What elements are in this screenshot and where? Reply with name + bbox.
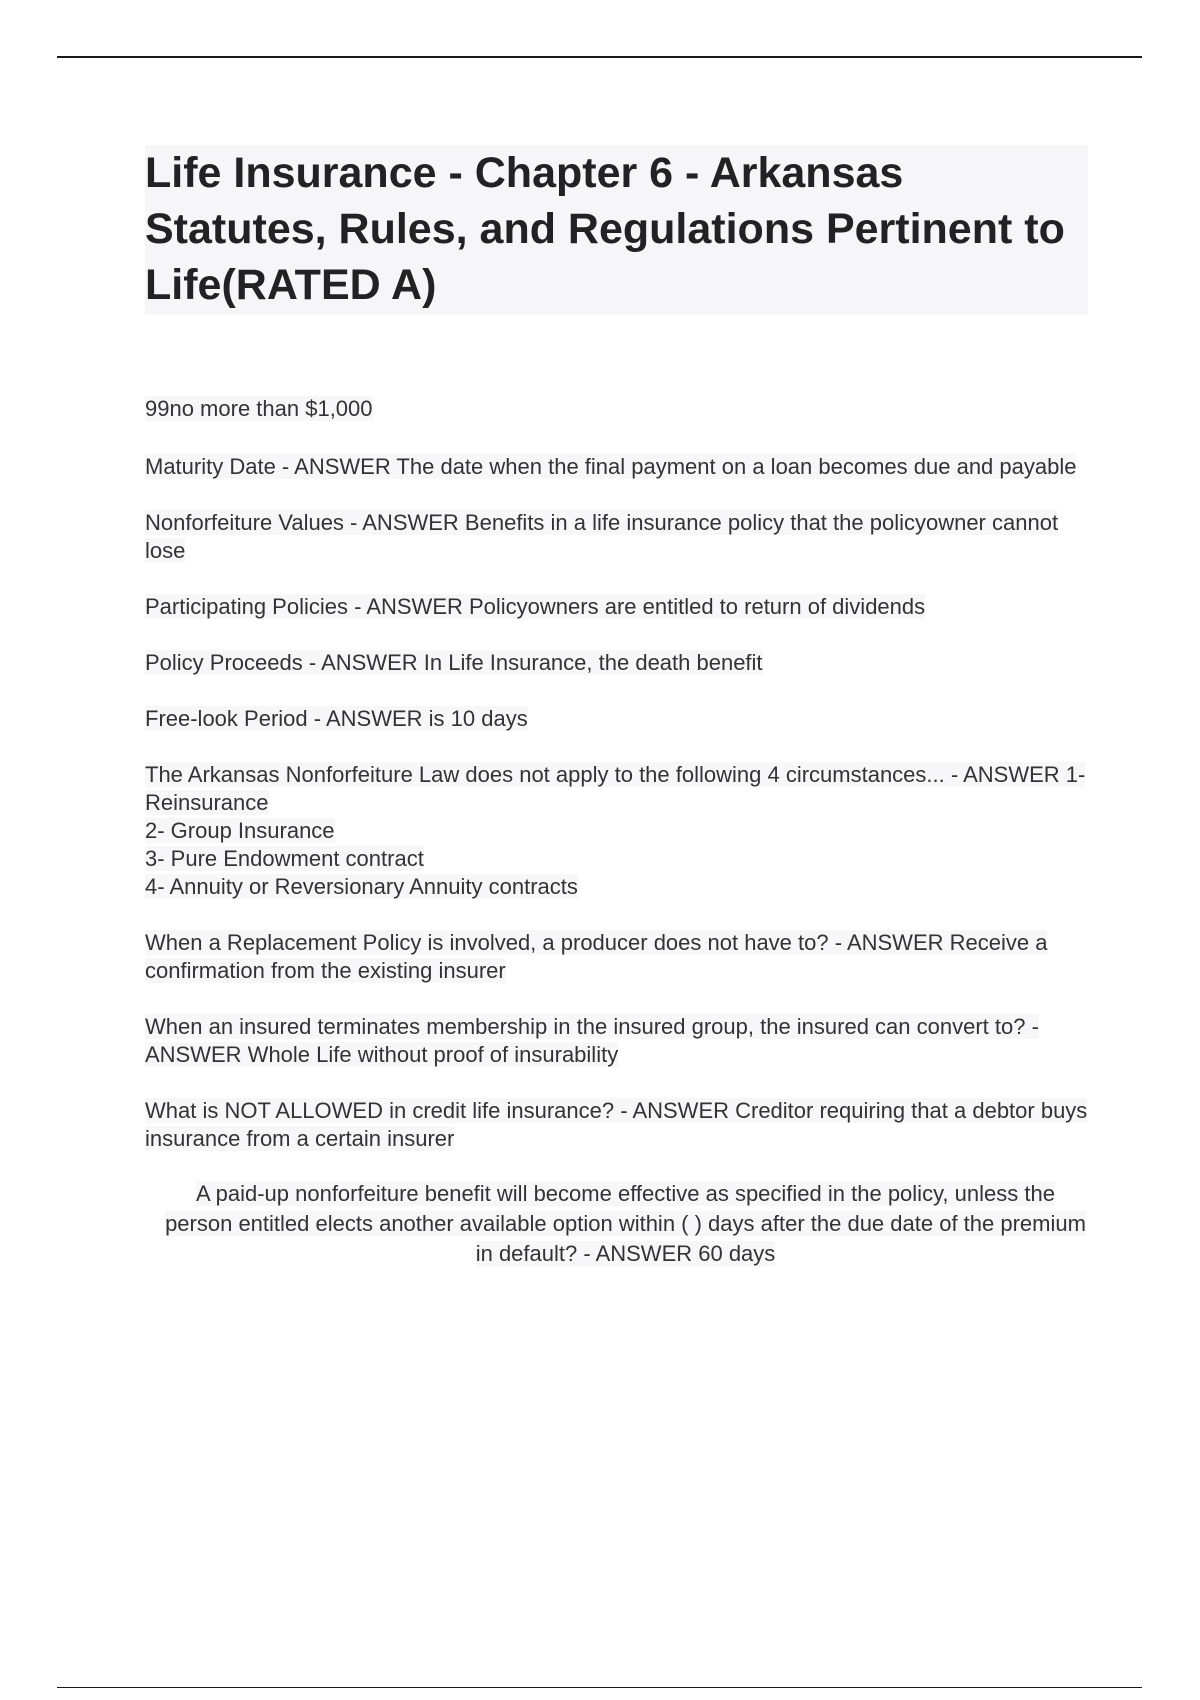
entry-credit-life-text: What is NOT ALLOWED in credit life insurance? - ANSWER Creditor requiring that a debtor buys insurance from a certain insurer [145,1098,1088,1151]
entry-terminates-membership-text: When an insured terminates membership in the insured group, the insured can convert to? - ANSWER Whole Life without proof of insurability [145,1014,1039,1067]
document-title: Life Insurance - Chapter 6 - Arkansas Statutes, Rules, and Regulations Pertinent to Life(RATED A) [145,149,1065,309]
entry-nonforfeiture-values-text: Nonforfeiture Values - ANSWER Benefits in a life insurance policy that the policyowner cannot lose [145,510,1059,563]
document-body [145,395,1090,1297]
entry-maturity-date-text: Maturity Date - ANSWER The date when the final payment on a loan becomes due and payable [145,454,1077,479]
entry-free-look-period-text: Free-look Period - ANSWER is 10 days [145,706,528,731]
bottom-rule [57,1687,1142,1688]
entry-paid-up-benefit-text: A paid-up nonforfeiture benefit will become effective as specified in the policy, unless the person entitled elects another available option within ( ) days after the due date of the premium in default? - ANSWER 60 days [165,1181,1086,1266]
title-block [145,145,1088,315]
entry-participating-policies-text: Participating Policies - ANSWER Policyowners are entitled to return of dividends [145,594,926,619]
entry-1-text: 99no more than $1,000 [145,396,373,421]
entry-1 [145,395,1090,423]
entry-maturity-date [145,453,1090,481]
entry-nonforfeiture-law-text: The Arkansas Nonforfeiture Law does not apply to the following 4 circumstances... - ANSWER 1- Reinsurance 2- Group Insurance 3- Pure Endowment contract 4- Annuity or Reversionary Annuity contracts [145,762,1086,899]
top-rule [57,56,1142,58]
entry-terminates-membership [145,1013,1090,1069]
entry-replacement-policy [145,929,1090,985]
entry-credit-life [145,1097,1090,1153]
entry-policy-proceeds-text: Policy Proceeds - ANSWER In Life Insurance, the death benefit [145,650,763,675]
entry-policy-proceeds [145,649,1090,677]
entry-participating-policies [145,593,1090,621]
entry-free-look-period [145,705,1090,733]
entry-replacement-policy-text: When a Replacement Policy is involved, a producer does not have to? - ANSWER Receive a confirmation from the existing insurer [145,930,1048,983]
entry-paid-up-benefit [145,1179,1090,1269]
entry-nonforfeiture-law [145,761,1090,901]
entry-nonforfeiture-values [145,509,1090,565]
